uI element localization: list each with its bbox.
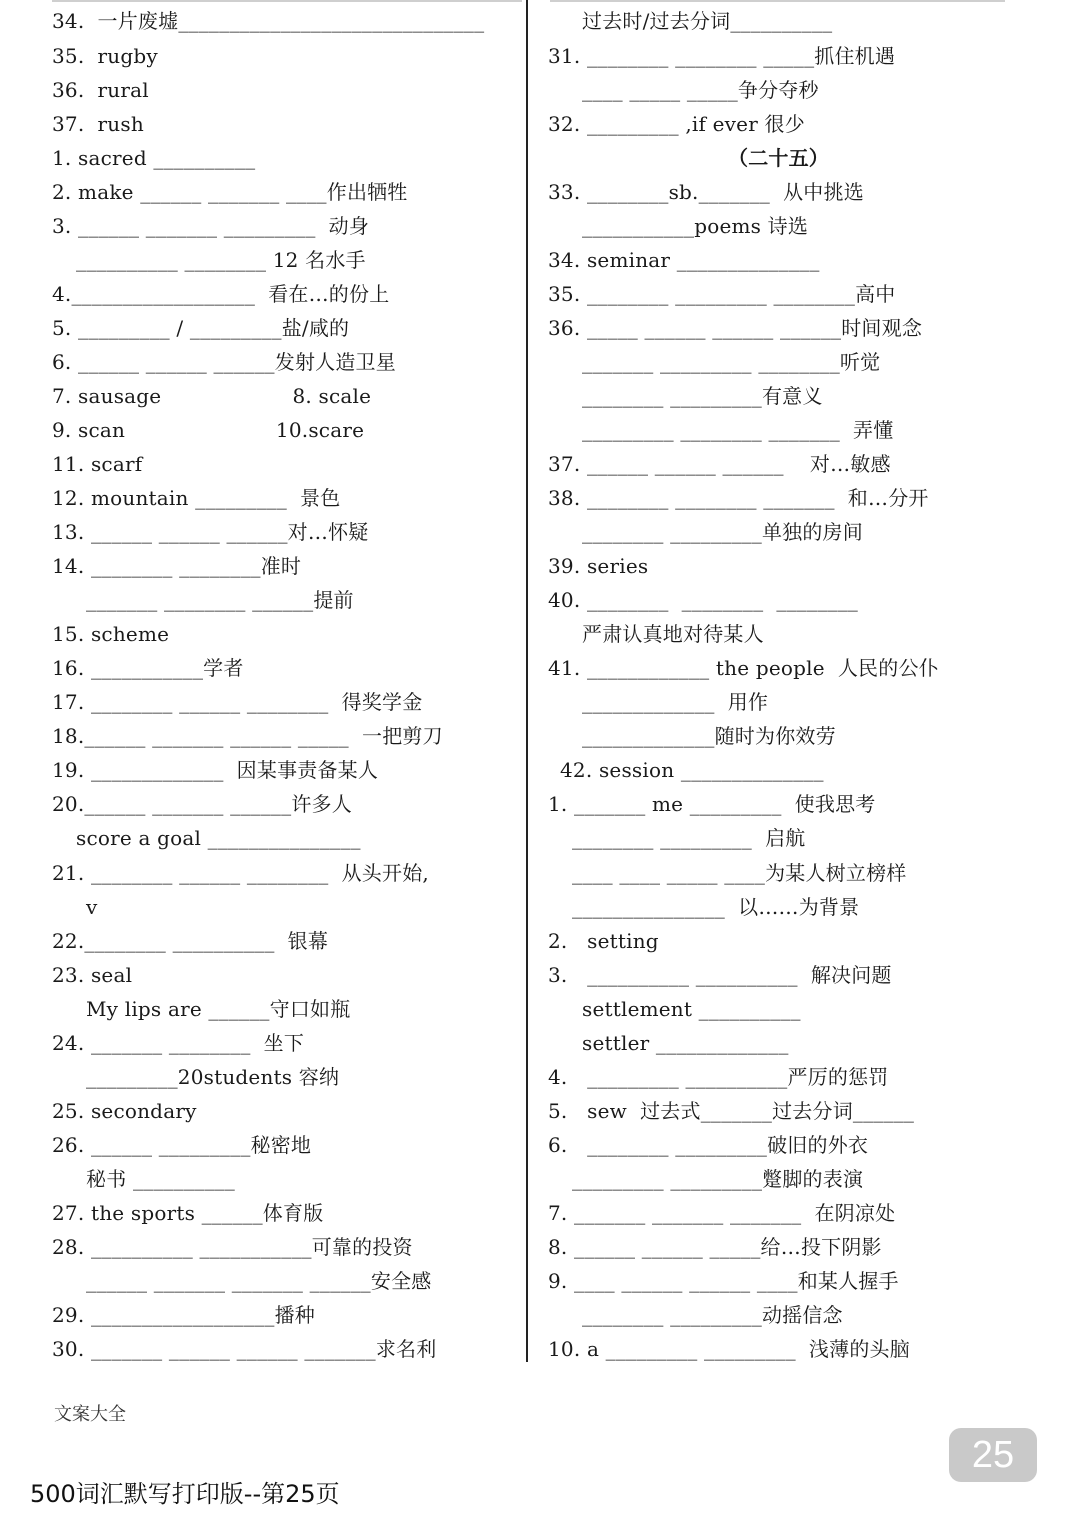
page-number-badge: 25	[949, 1428, 1037, 1482]
vocab-line: 2. setting	[548, 929, 659, 953]
vocab-line: 41. ____________ the people 人民的公仆	[548, 656, 939, 680]
vocab-line: My lips are ______守口如瓶	[86, 997, 351, 1021]
vocab-line: 20.______ _______ ______许多人	[52, 792, 352, 816]
vocab-line: 9. ____ ______ ______ ____和某人握手	[548, 1269, 899, 1293]
vocab-line: 19. _____________ 因某事责备某人	[52, 758, 379, 782]
vocab-line: ________ _________动摇信念	[582, 1303, 843, 1327]
vocab-line: 2. make ______ _______ ____作出牺牲	[52, 180, 408, 204]
vocab-line: settler _____________	[582, 1031, 789, 1055]
vocab-line: 1. sacred __________	[52, 146, 256, 170]
vocab-line: 5. sew 过去式_______过去分词______	[548, 1099, 915, 1123]
vocab-line: 6. ________ _________破旧的外衣	[548, 1133, 869, 1157]
vocab-line: 9. scan 10.scare	[52, 418, 365, 442]
document-title: 500词汇默写打印版--第25页	[30, 1480, 340, 1508]
section-heading: （二十五）	[728, 146, 829, 170]
vocab-line: 22.________ __________ 银幕	[52, 929, 329, 953]
vocab-line: 18.______ _______ ______ _____ 一把剪刀	[52, 724, 443, 748]
vocab-line: 5. _________ / _________盐/咸的	[52, 316, 350, 340]
vocab-line: __________ ________ 12 名水手	[76, 248, 366, 272]
vocab-line: 21. ________ ______ ________ 从头开始,	[52, 861, 429, 885]
vocab-line: ________ _________单独的房间	[582, 520, 863, 544]
vocab-line: _____________随时为你效劳	[582, 724, 836, 748]
vocab-line: _________ _________蹩脚的表演	[572, 1167, 864, 1191]
vocab-line: 25. secondary	[52, 1099, 197, 1123]
vocab-line: 23. seal	[52, 963, 133, 987]
vocab-line: 8. ______ ______ _____给…投下阴影	[548, 1235, 882, 1259]
top-rule-right	[550, 0, 1005, 2]
vocab-line: 17. ________ ______ ________ 得奖学金	[52, 690, 423, 714]
vocab-line: 30. _______ ______ ______ _______求名利	[52, 1337, 437, 1361]
vocab-line: score a goal _______________	[76, 826, 361, 850]
vocab-line: ___________poems 诗选	[582, 214, 809, 238]
vocab-line: 35. ________ _________ ________高中	[548, 282, 896, 306]
vocab-line: 7. _______ _______ _______ 在阴凉处	[548, 1201, 896, 1225]
vocab-line: 39. series	[548, 554, 649, 578]
vocab-line: 严肃认真地对待某人	[582, 622, 764, 646]
vocab-line: 4. _________ __________严厉的惩罚	[548, 1065, 889, 1089]
vocab-line: 6. ______ ______ ______发射人造卫星	[52, 350, 396, 374]
source-note: 文案大全	[54, 1404, 126, 1425]
vocab-line: ________ _________有意义	[582, 384, 823, 408]
vocab-line: 37. ______ ______ ______ 对…敏感	[548, 452, 891, 476]
vocab-line: 11. scarf	[52, 452, 143, 476]
vocab-line: 42. session ______________	[560, 758, 824, 782]
vocab-line: 12. mountain _________ 景色	[52, 486, 341, 510]
vocab-line: _____________ 用作	[582, 690, 769, 714]
vocab-line: 14. ________ ________准时	[52, 554, 302, 578]
vocab-line: ____ _____ _____争分夺秒	[582, 78, 819, 102]
vocab-line: _________ ________ _______ 弄懂	[582, 418, 894, 442]
vocab-line: 27. the sports ______体育版	[52, 1201, 324, 1225]
vocab-line: 3. __________ __________ 解决问题	[548, 963, 892, 987]
vocab-line: 7. sausage 8. scale	[52, 384, 372, 408]
vocab-line: 36. _____ ______ ______ ______时间观念	[548, 316, 923, 340]
vocab-line: _______ _________ ________听觉	[582, 350, 881, 374]
vocab-line: 4.__________________ 看在…的份上	[52, 282, 390, 306]
vocab-line: 38. ________ ________ _______ 和…分开	[548, 486, 929, 510]
vocab-line: ____ ____ _____ ____为某人树立榜样	[572, 861, 907, 885]
vocab-line: 过去时/过去分词__________	[582, 9, 833, 33]
vocab-line: 33. ________sb._______ 从中挑选	[548, 180, 864, 204]
vocab-line: 10. a _________ _________ 浅薄的头脑	[548, 1337, 910, 1361]
vocab-line: 31. ________ ________ _____抓住机遇	[548, 44, 896, 68]
vocab-line: 1. _______ me _________ 使我思考	[548, 792, 876, 816]
vocab-line: 26. ______ _________秘密地	[52, 1133, 312, 1157]
vocab-line: settlement __________	[582, 997, 801, 1021]
vocab-line: 34. 一片废墟______________________________	[52, 9, 485, 33]
vocab-line: ______ _______ _______ ______安全感	[86, 1269, 432, 1293]
vocab-line: 32. _________ ,if ever 很少	[548, 112, 805, 136]
vocab-line: 24. _______ ________ 坐下	[52, 1031, 305, 1055]
vocab-line: 34. seminar ______________	[548, 248, 820, 272]
vocab-line: 3. ______ _______ _________ 动身	[52, 214, 370, 238]
vocab-line: ________ _________ 启航	[572, 826, 806, 850]
vocab-line: 36. rural	[52, 78, 149, 102]
column-divider	[526, 0, 528, 1362]
vocab-line: 秘书 __________	[86, 1167, 235, 1191]
vocab-line: 28. __________ ___________可靠的投资	[52, 1235, 413, 1259]
vocab-line: v	[86, 895, 98, 919]
vocab-line: _______________ 以……为背景	[572, 895, 860, 919]
vocab-line: 15. scheme	[52, 622, 170, 646]
vocab-line: 13. ______ ______ ______对…怀疑	[52, 520, 369, 544]
vocab-line: 35. rugby	[52, 44, 158, 68]
vocab-line: _______ ________ ______提前	[86, 588, 354, 612]
vocab-line: 29. __________________播种	[52, 1303, 315, 1327]
vocab-line: 40. ________ ________ ________	[548, 588, 858, 612]
vocab-line: _________20students 容纳	[86, 1065, 340, 1089]
vocab-line: 37. rush	[52, 112, 144, 136]
vocab-line: 16. ___________学者	[52, 656, 244, 680]
top-rule-left	[52, 0, 522, 2]
